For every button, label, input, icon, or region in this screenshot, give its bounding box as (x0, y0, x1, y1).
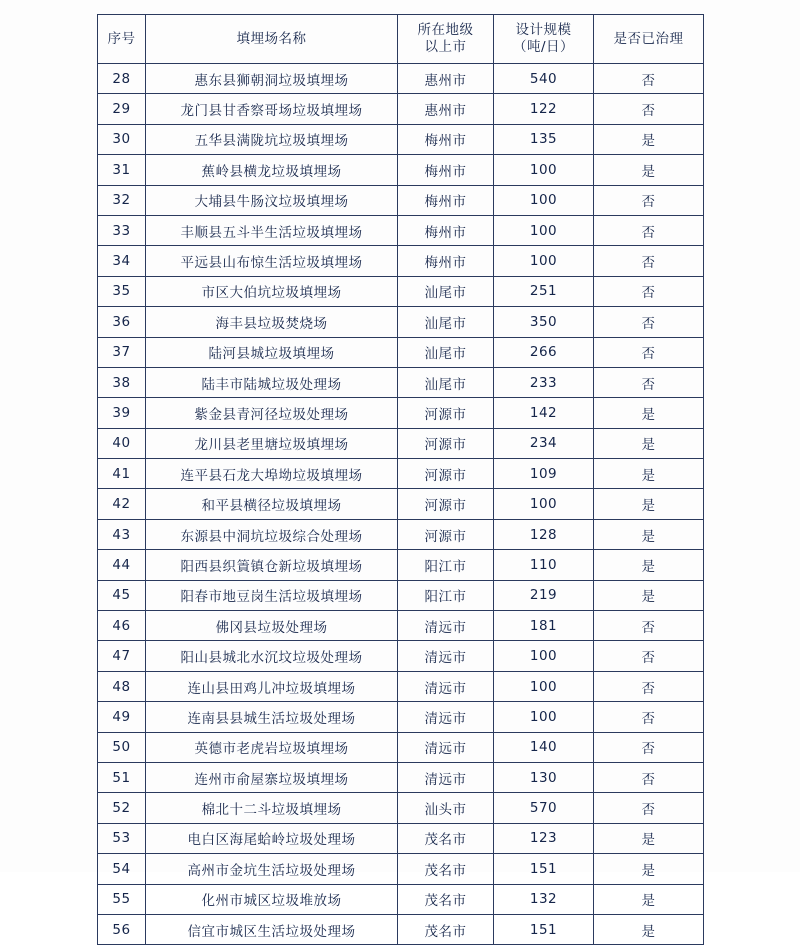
cell-treated: 否 (594, 762, 704, 792)
column-header-scale-line2: （吨/日） (512, 39, 575, 55)
table-row (98, 459, 704, 489)
cell-treated: 是 (594, 428, 704, 458)
cell-treated: 否 (594, 702, 704, 732)
cell-no: 42 (98, 489, 146, 519)
cell-city: 河源市 (398, 459, 494, 489)
cell-treated: 否 (594, 641, 704, 671)
column-header-name (146, 15, 398, 64)
table-row (98, 580, 704, 610)
cell-no: 51 (98, 762, 146, 792)
table-row (98, 762, 704, 792)
cell-scale: 109 (494, 459, 594, 489)
cell-scale: 100 (494, 246, 594, 276)
cell-scale: 100 (494, 155, 594, 185)
cell-no: 56 (98, 914, 146, 944)
cell-scale: 100 (494, 641, 594, 671)
table-row (98, 793, 704, 823)
cell-treated: 否 (594, 276, 704, 306)
table-row (98, 428, 704, 458)
cell-city: 阳江市 (398, 550, 494, 580)
cell-city: 汕尾市 (398, 337, 494, 367)
table-row (98, 550, 704, 580)
column-header-city-line1: 所在地级 (417, 22, 474, 39)
column-header-city-line2: 以上市 (424, 39, 467, 55)
cell-city: 阳江市 (398, 580, 494, 610)
cell-treated: 否 (594, 64, 704, 94)
cell-city: 汕尾市 (398, 307, 494, 337)
cell-city: 河源市 (398, 428, 494, 458)
cell-city: 河源市 (398, 398, 494, 428)
cell-treated: 否 (594, 307, 704, 337)
table-row (98, 914, 704, 944)
cell-no: 40 (98, 428, 146, 458)
cell-scale: 151 (494, 914, 594, 944)
cell-name: 高州市金坑生活垃圾处理场 (146, 854, 398, 884)
table-row (98, 337, 704, 367)
cell-treated: 是 (594, 580, 704, 610)
cell-name: 东源县中洞坑垃圾综合处理场 (146, 519, 398, 549)
cell-city: 汕尾市 (398, 276, 494, 306)
cell-treated: 是 (594, 550, 704, 580)
cell-no: 33 (98, 215, 146, 245)
cell-city: 惠州市 (398, 94, 494, 124)
cell-name: 陆丰市陆城垃圾处理场 (146, 367, 398, 397)
cell-no: 28 (98, 64, 146, 94)
cell-city: 清远市 (398, 732, 494, 762)
cell-scale: 135 (494, 124, 594, 154)
column-header-treated (594, 15, 704, 64)
cell-city: 茂名市 (398, 823, 494, 853)
cell-name: 大埔县牛肠汶垃圾填埋场 (146, 185, 398, 215)
cell-city: 茂名市 (398, 854, 494, 884)
cell-name: 阳西县织篢镇仓新垃圾填埋场 (146, 550, 398, 580)
cell-name: 陆河县城垃圾填埋场 (146, 337, 398, 367)
cell-name: 阳春市地豆岗生活垃圾填埋场 (146, 580, 398, 610)
cell-city: 梅州市 (398, 155, 494, 185)
cell-scale: 540 (494, 64, 594, 94)
table-row (98, 398, 704, 428)
table-row (98, 732, 704, 762)
table-row (98, 64, 704, 94)
cell-no: 52 (98, 793, 146, 823)
cell-treated: 否 (594, 611, 704, 641)
cell-scale: 123 (494, 823, 594, 853)
cell-no: 39 (98, 398, 146, 428)
cell-no: 47 (98, 641, 146, 671)
cell-scale: 251 (494, 276, 594, 306)
cell-no: 38 (98, 367, 146, 397)
column-header-name-line1: 填埋场名称 (236, 30, 307, 47)
cell-name: 和平县横径垃圾填埋场 (146, 489, 398, 519)
cell-no: 34 (98, 246, 146, 276)
cell-name: 市区大伯坑垃圾填埋场 (146, 276, 398, 306)
table-row (98, 185, 704, 215)
cell-scale: 100 (494, 185, 594, 215)
cell-scale: 100 (494, 702, 594, 732)
cell-no: 35 (98, 276, 146, 306)
cell-city: 汕头市 (398, 793, 494, 823)
cell-treated: 否 (594, 185, 704, 215)
cell-city: 茂名市 (398, 914, 494, 944)
cell-no: 53 (98, 823, 146, 853)
table-row (98, 276, 704, 306)
cell-no: 50 (98, 732, 146, 762)
table-row (98, 124, 704, 154)
cell-treated: 否 (594, 94, 704, 124)
cell-no: 29 (98, 94, 146, 124)
cell-no: 54 (98, 854, 146, 884)
cell-city: 梅州市 (398, 246, 494, 276)
cell-city: 梅州市 (398, 124, 494, 154)
cell-name: 信宜市城区生活垃圾处理场 (146, 914, 398, 944)
cell-no: 41 (98, 459, 146, 489)
cell-name: 蕉岭县横龙垃圾填埋场 (146, 155, 398, 185)
table-header (98, 15, 704, 64)
cell-no: 49 (98, 702, 146, 732)
cell-city: 清远市 (398, 762, 494, 792)
table-row (98, 702, 704, 732)
cell-treated: 是 (594, 519, 704, 549)
cell-treated: 是 (594, 398, 704, 428)
column-header-no (98, 15, 146, 64)
cell-treated: 是 (594, 489, 704, 519)
cell-scale: 122 (494, 94, 594, 124)
cell-treated: 是 (594, 124, 704, 154)
cell-no: 37 (98, 337, 146, 367)
table-row (98, 823, 704, 853)
cell-no: 36 (98, 307, 146, 337)
cell-no: 30 (98, 124, 146, 154)
cell-city: 河源市 (398, 489, 494, 519)
cell-name: 电白区海尾蛤岭垃圾处理场 (146, 823, 398, 853)
column-header-scale (494, 15, 594, 64)
cell-scale: 140 (494, 732, 594, 762)
column-header-scale-line1: 设计规模 (515, 22, 572, 39)
table-row (98, 367, 704, 397)
column-header-city (398, 15, 494, 64)
cell-city: 汕尾市 (398, 367, 494, 397)
cell-no: 44 (98, 550, 146, 580)
table-row (98, 611, 704, 641)
cell-city: 清远市 (398, 671, 494, 701)
cell-scale: 110 (494, 550, 594, 580)
cell-name: 棉北十二斗垃圾填埋场 (146, 793, 398, 823)
cell-no: 43 (98, 519, 146, 549)
cell-treated: 否 (594, 671, 704, 701)
table-row (98, 671, 704, 701)
column-header-no-line1: 序号 (107, 30, 136, 47)
cell-name: 海丰县垃圾焚烧场 (146, 307, 398, 337)
cell-treated: 是 (594, 884, 704, 914)
cell-treated: 否 (594, 246, 704, 276)
cell-scale: 219 (494, 580, 594, 610)
cell-city: 惠州市 (398, 64, 494, 94)
cell-treated: 是 (594, 459, 704, 489)
cell-name: 五华县满陇坑垃圾填埋场 (146, 124, 398, 154)
cell-treated: 否 (594, 337, 704, 367)
cell-scale: 151 (494, 854, 594, 884)
cell-scale: 128 (494, 519, 594, 549)
table-body (98, 64, 704, 945)
cell-scale: 570 (494, 793, 594, 823)
cell-city: 清远市 (398, 611, 494, 641)
cell-city: 梅州市 (398, 185, 494, 215)
cell-scale: 181 (494, 611, 594, 641)
cell-scale: 130 (494, 762, 594, 792)
cell-treated: 否 (594, 793, 704, 823)
cell-scale: 233 (494, 367, 594, 397)
column-header-treated-line1: 是否已治理 (613, 30, 684, 47)
cell-scale: 100 (494, 671, 594, 701)
table-row (98, 155, 704, 185)
cell-city: 茂名市 (398, 884, 494, 914)
table-row (98, 94, 704, 124)
cell-treated: 是 (594, 914, 704, 944)
landfill-table (97, 14, 704, 945)
table-row (98, 489, 704, 519)
table-row (98, 854, 704, 884)
cell-name: 丰顺县五斗半生活垃圾填埋场 (146, 215, 398, 245)
cell-treated: 是 (594, 823, 704, 853)
cell-name: 龙门县甘香察哥场垃圾填埋场 (146, 94, 398, 124)
cell-scale: 100 (494, 489, 594, 519)
cell-city: 清远市 (398, 641, 494, 671)
cell-scale: 350 (494, 307, 594, 337)
cell-name: 连平县石龙大埠坳垃圾填埋场 (146, 459, 398, 489)
cell-name: 惠东县狮朝洞垃圾填埋场 (146, 64, 398, 94)
cell-scale: 132 (494, 884, 594, 914)
cell-name: 连南县县城生活垃圾处理场 (146, 702, 398, 732)
cell-name: 化州市城区垃圾堆放场 (146, 884, 398, 914)
cell-name: 连州市俞屋寨垃圾填埋场 (146, 762, 398, 792)
table-row (98, 215, 704, 245)
cell-no: 46 (98, 611, 146, 641)
cell-city: 梅州市 (398, 215, 494, 245)
cell-no: 45 (98, 580, 146, 610)
cell-scale: 234 (494, 428, 594, 458)
cell-name: 连山县田鸡儿冲垃圾填埋场 (146, 671, 398, 701)
cell-treated: 是 (594, 854, 704, 884)
table-row (98, 246, 704, 276)
cell-name: 平远县山布惊生活垃圾填埋场 (146, 246, 398, 276)
cell-name: 英德市老虎岩垃圾填埋场 (146, 732, 398, 762)
cell-treated: 否 (594, 215, 704, 245)
cell-city: 河源市 (398, 519, 494, 549)
table-row (98, 307, 704, 337)
cell-scale: 266 (494, 337, 594, 367)
cell-no: 31 (98, 155, 146, 185)
cell-treated: 否 (594, 732, 704, 762)
cell-no: 32 (98, 185, 146, 215)
cell-no: 55 (98, 884, 146, 914)
cell-scale: 100 (494, 215, 594, 245)
table-header-row (98, 15, 704, 64)
cell-name: 龙川县老里塘垃圾填埋场 (146, 428, 398, 458)
cell-no: 48 (98, 671, 146, 701)
table-row (98, 641, 704, 671)
cell-name: 阳山县城北水沉坟垃圾处理场 (146, 641, 398, 671)
cell-name: 紫金县青河径垃圾处理场 (146, 398, 398, 428)
table-row (98, 884, 704, 914)
cell-name: 佛冈县垃圾处理场 (146, 611, 398, 641)
cell-scale: 142 (494, 398, 594, 428)
cell-city: 清远市 (398, 702, 494, 732)
table-row (98, 519, 704, 549)
cell-treated: 是 (594, 155, 704, 185)
cell-treated: 否 (594, 367, 704, 397)
